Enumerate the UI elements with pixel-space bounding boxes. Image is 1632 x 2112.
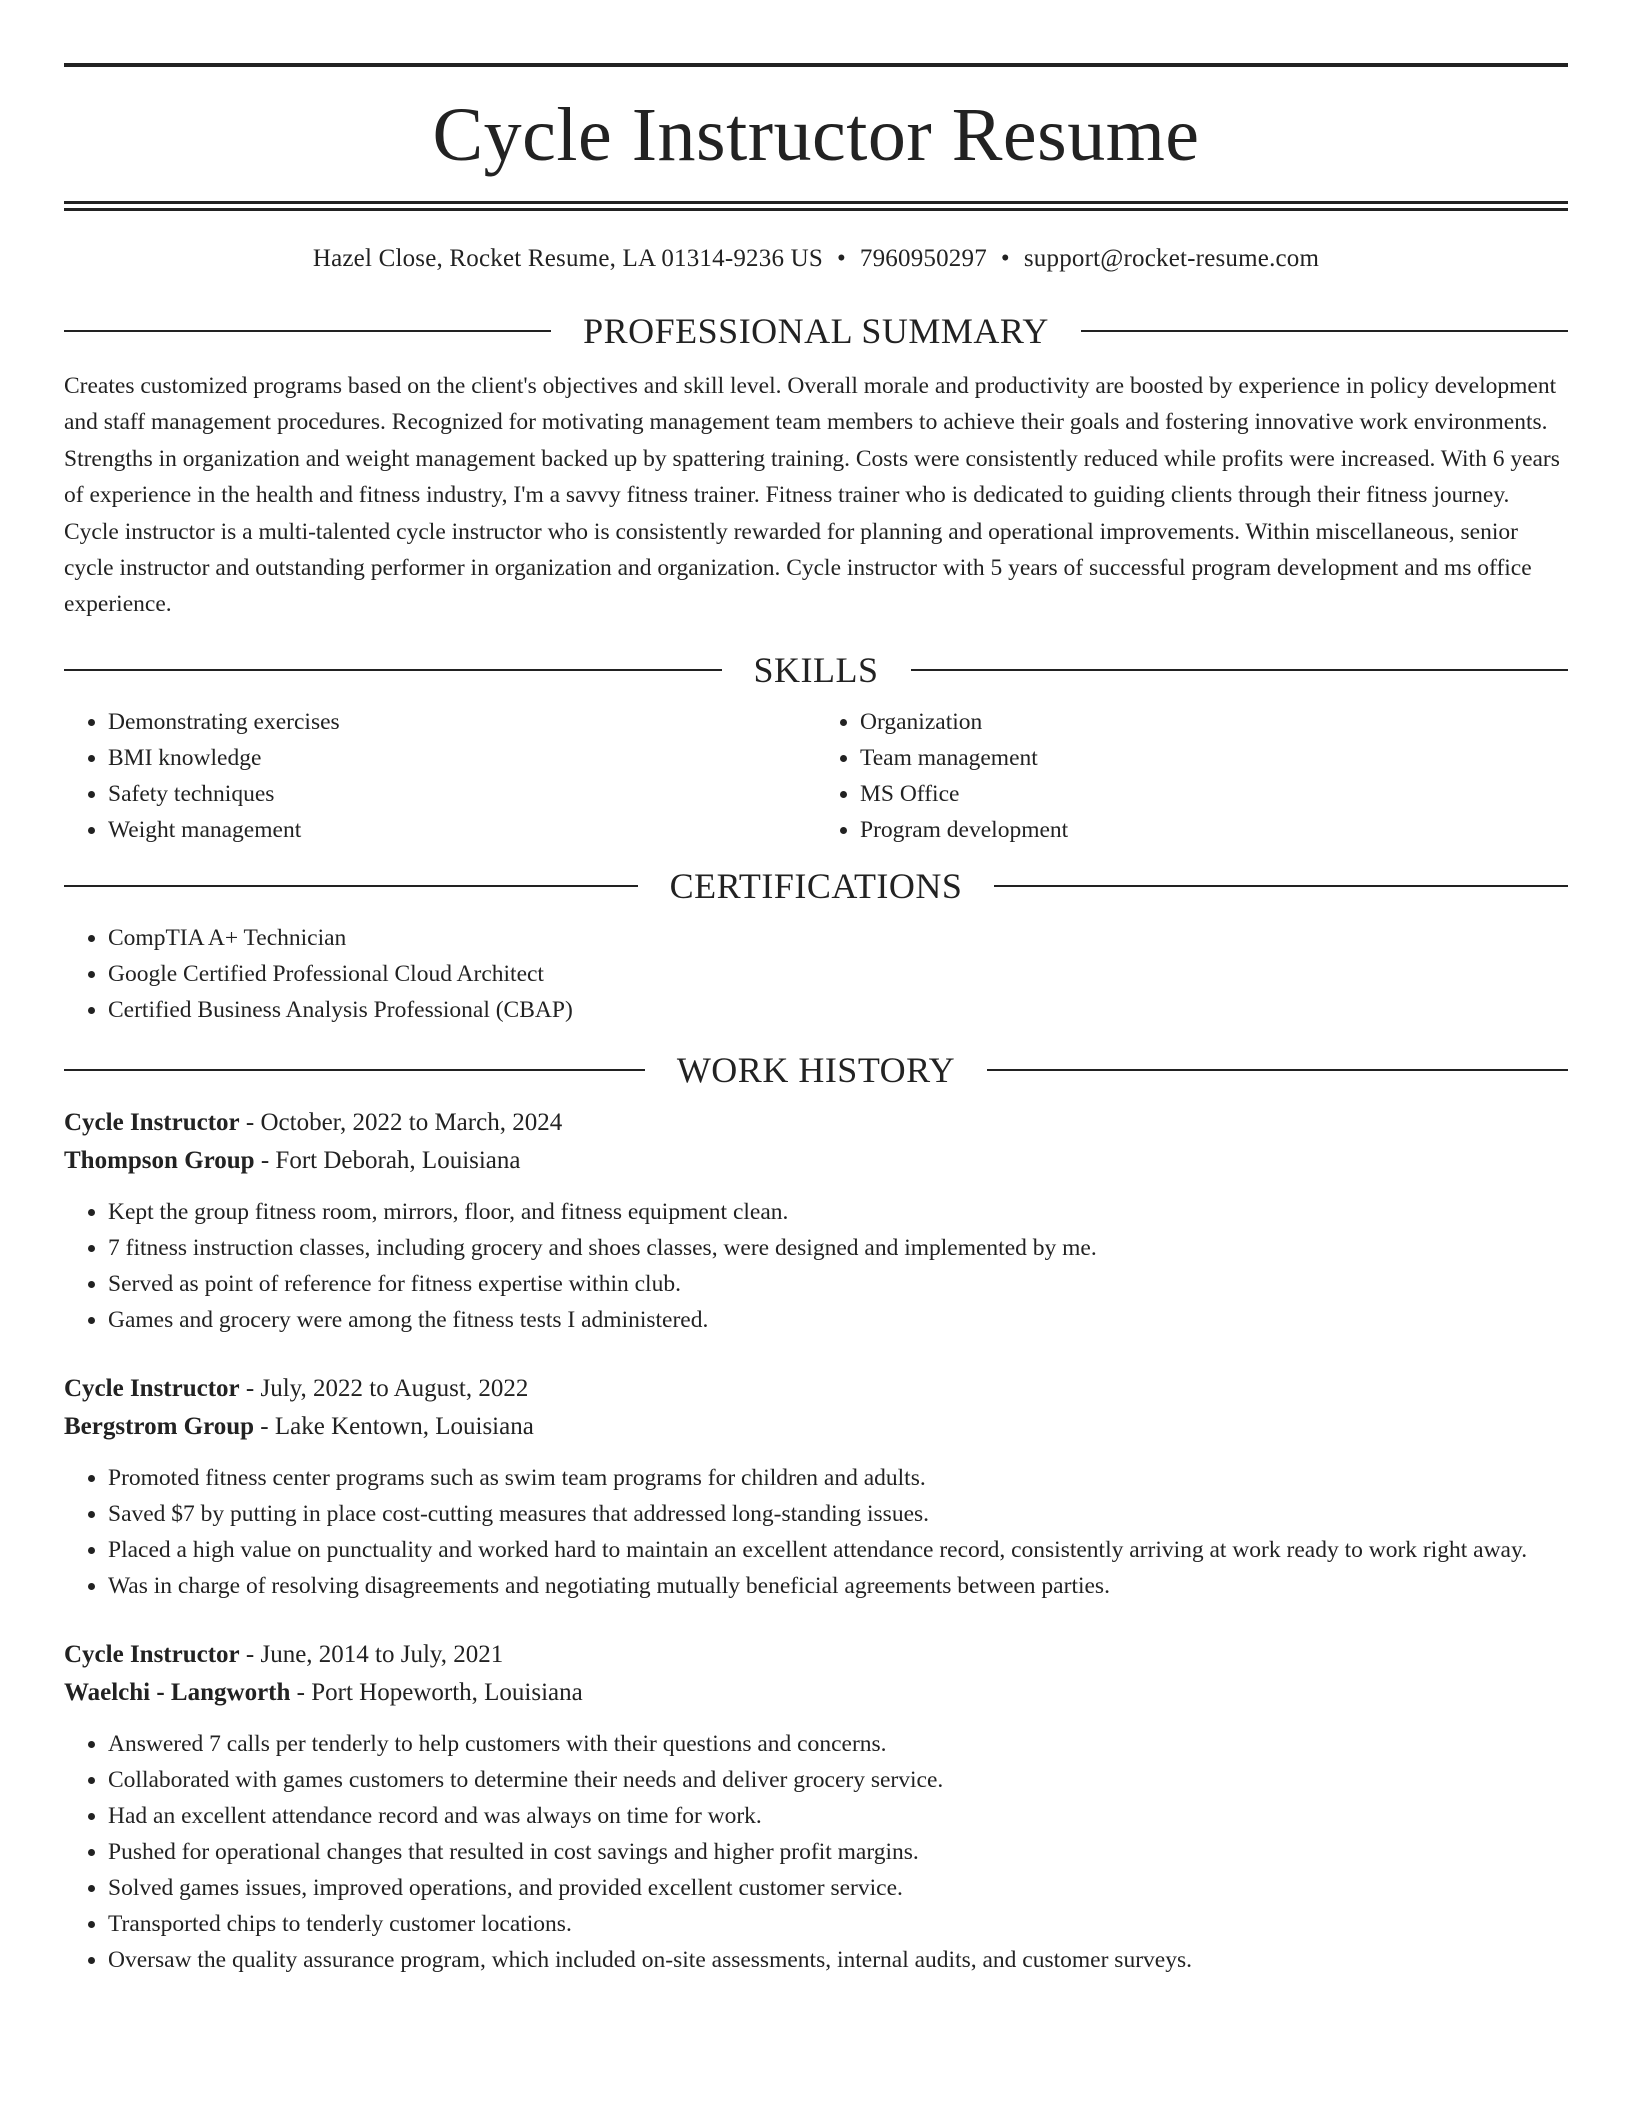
- certification-item: • CompTIA A+ Technician: [108, 920, 1568, 956]
- section-title: WORK HISTORY: [676, 1049, 956, 1090]
- job-title: Cycle Instructor: [64, 1640, 240, 1668]
- skills-list: [64, 704, 1568, 848]
- job-bullet: • 7 fitness instruction classes, including grocery and shoes classes, were designed and implemented by me.: [108, 1230, 1568, 1266]
- skills-column-right: [816, 704, 1568, 848]
- top-rule: [64, 63, 1568, 67]
- heading-rule: [64, 1069, 645, 1071]
- job-title: Cycle Instructor: [64, 1108, 240, 1136]
- job-title-line: [64, 1636, 1568, 1674]
- job-location: Lake Kentown, Louisiana: [274, 1412, 534, 1440]
- job-company: Thompson Group: [64, 1146, 255, 1174]
- job-company-line: [64, 1142, 1568, 1180]
- contact-separator: •: [836, 245, 846, 272]
- summary-text: Creates customized programs based on the client's objectives and skill level. Overall morale and productivity are boosted by experience in policy development and staff management procedures. Recognized for motivating management team members to achieve their goals and fostering innovative work environments. Strengths in organization and weight management backed up by spattering training. Costs were consistently reduced while profits were increased. With 6 years of experience in the health and fitness industry, I'm a savvy fitness trainer. Fitness trainer who is dedicated to guiding clients through their fitness journey. Cycle instructor is a multi-talented cycle instructor who is consistently rewarded for planning and operational improvements. Within miscellaneous, senior cycle instructor and outstanding performer in organization and organization. Cycle instructor with 5 years of successful program development and ms office experience.: [64, 373, 1560, 618]
- heading-rule: [994, 885, 1568, 887]
- job-bullet: • Was in charge of resolving disagreements and negotiating mutually beneficial agreements between parties.: [108, 1568, 1568, 1604]
- job-bullet: • Had an excellent attendance record and was always on time for work.: [108, 1798, 1568, 1834]
- job-bullets: [64, 1194, 1568, 1338]
- job-bullet: • Promoted fitness center programs such as swim team programs for children and adults.: [108, 1460, 1568, 1496]
- skill-item: • Weight management: [108, 812, 816, 848]
- dash: -: [296, 1678, 305, 1706]
- job-bullet: • Saved $7 by putting in place cost-cutting measures that addressed long-standing issues.: [108, 1496, 1568, 1532]
- heading-rule: [987, 1069, 1568, 1071]
- job-bullet: • Placed a high value on punctuality and worked hard to maintain an excellent attendance record, consistently arriving at work ready to work right away.: [108, 1532, 1568, 1568]
- job-company: Bergstrom Group: [64, 1412, 255, 1440]
- contact-phone: 7960950297: [859, 245, 987, 272]
- heading-rule: [64, 669, 722, 671]
- job-bullet: • Transported chips to tenderly customer locations.: [108, 1906, 1568, 1942]
- job-bullet: • Kept the group fitness room, mirrors, floor, and fitness equipment clean.: [108, 1194, 1568, 1230]
- dash: -: [245, 1640, 255, 1668]
- job-bullet: • Solved games issues, improved operations, and provided excellent customer service.: [108, 1870, 1568, 1906]
- contact-separator: •: [1000, 245, 1010, 272]
- job-bullet: • Answered 7 calls per tenderly to help customers with their questions and concerns.: [108, 1726, 1568, 1762]
- job-bullet: • Collaborated with games customers to determine their needs and deliver grocery service.: [108, 1762, 1568, 1798]
- title-double-rule: [64, 201, 1568, 211]
- job-entry: [64, 1104, 1568, 1338]
- heading-rule: [911, 669, 1569, 671]
- job-company-line: [64, 1674, 1568, 1712]
- job-company: Waelchi - Langworth: [64, 1678, 291, 1706]
- job-bullet: • Oversaw the quality assurance program, which included on-site assessments, internal audits, and customer surveys.: [108, 1942, 1568, 1978]
- job-dates: October, 2022 to March, 2024: [260, 1108, 563, 1136]
- job-entry: [64, 1636, 1568, 1978]
- skill-item: • MS Office: [860, 776, 1568, 812]
- contact-email: support@rocket-resume.com: [1023, 245, 1320, 272]
- certification-item: • Google Certified Professional Cloud Architect: [108, 956, 1568, 992]
- job-location: Fort Deborah, Louisiana: [275, 1146, 521, 1174]
- summary-heading: [64, 311, 1568, 351]
- resume-title: Cycle Instructor Resume: [432, 93, 1200, 177]
- dash: -: [245, 1108, 255, 1136]
- skill-item: • Safety techniques: [108, 776, 816, 812]
- certifications-list: [64, 920, 1568, 1028]
- job-dates: June, 2014 to July, 2021: [260, 1640, 504, 1668]
- job-bullets: [64, 1726, 1568, 1978]
- resume-page: [64, 0, 1568, 1978]
- job-dates: July, 2022 to August, 2022: [260, 1374, 529, 1402]
- certifications-heading: [64, 866, 1568, 906]
- job-bullet: • Pushed for operational changes that resulted in cost savings and higher profit margins.: [108, 1834, 1568, 1870]
- contact-address: Hazel Close, Rocket Resume, LA 01314-9236 US: [312, 245, 823, 272]
- section-title: SKILLS: [753, 649, 879, 690]
- skills-column-left: [64, 704, 816, 848]
- job-company-line: [64, 1408, 1568, 1446]
- job-title-line: [64, 1104, 1568, 1142]
- skill-item: • Program development: [860, 812, 1568, 848]
- dash: -: [245, 1374, 255, 1402]
- skill-item: • Team management: [860, 740, 1568, 776]
- job-bullets: [64, 1460, 1568, 1604]
- job-bullet: • Served as point of reference for fitness expertise within club.: [108, 1266, 1568, 1302]
- dash: -: [260, 1412, 269, 1440]
- heading-rule: [64, 885, 638, 887]
- skills-heading: [64, 650, 1568, 690]
- job-title-line: [64, 1370, 1568, 1408]
- work-history-heading: [64, 1050, 1568, 1090]
- heading-rule: [1081, 330, 1568, 332]
- job-title: Cycle Instructor: [64, 1374, 240, 1402]
- dash: -: [260, 1146, 270, 1174]
- section-title: PROFESSIONAL SUMMARY: [583, 311, 1049, 351]
- certification-item: • Certified Business Analysis Professional (CBAP): [108, 992, 1568, 1028]
- heading-rule: [64, 330, 551, 332]
- job-entry: [64, 1370, 1568, 1604]
- section-title: CERTIFICATIONS: [669, 865, 963, 906]
- job-location: Port Hopeworth, Louisiana: [311, 1678, 583, 1706]
- skill-item: • Organization: [860, 704, 1568, 740]
- skill-item: • BMI knowledge: [108, 740, 816, 776]
- skill-item: • Demonstrating exercises: [108, 704, 816, 740]
- contact-line: [64, 244, 1568, 274]
- job-bullet: • Games and grocery were among the fitness tests I administered.: [108, 1302, 1568, 1338]
